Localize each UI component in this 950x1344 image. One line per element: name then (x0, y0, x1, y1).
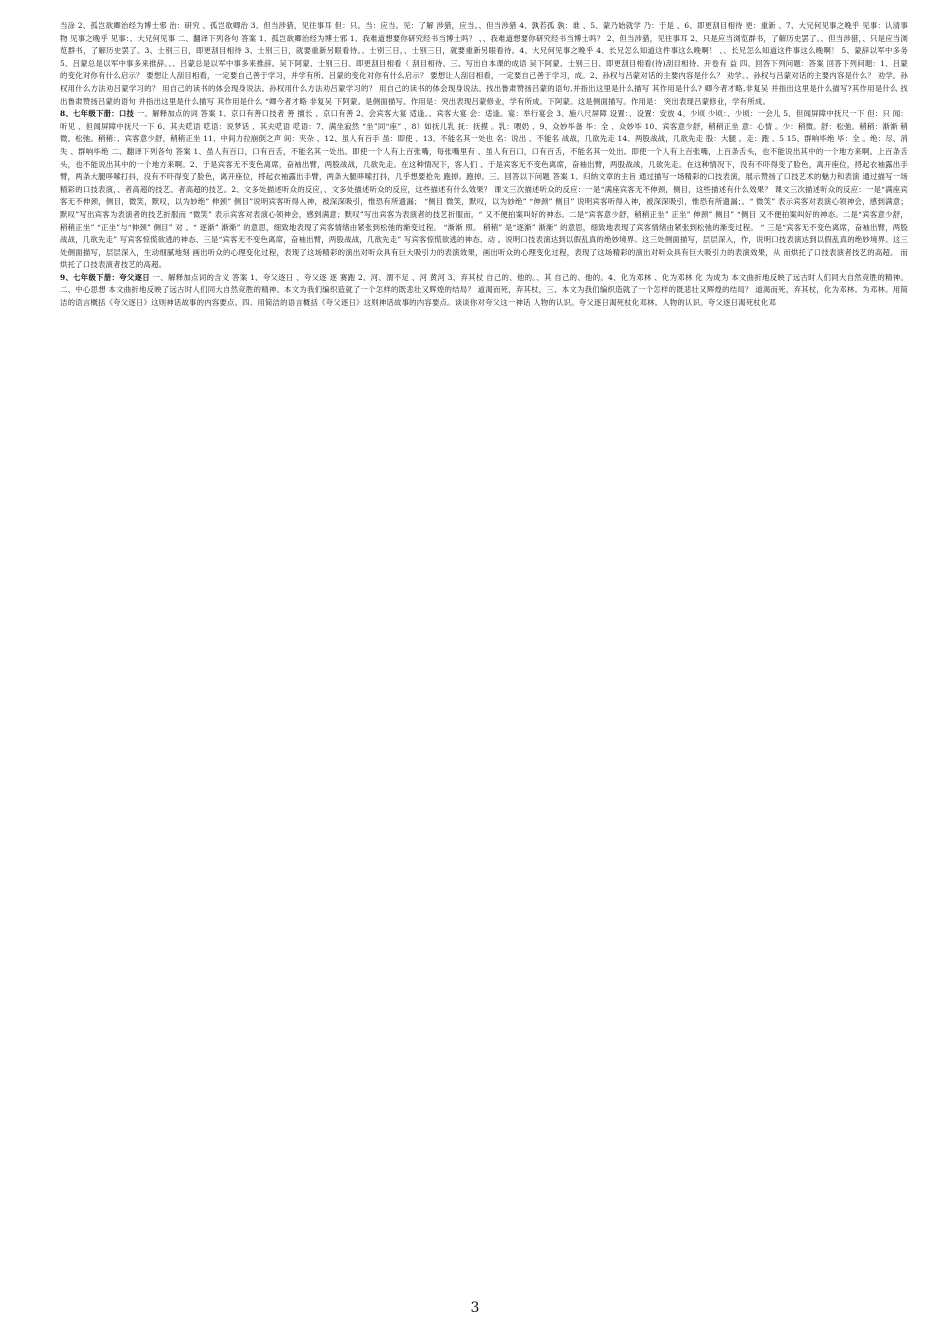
paragraph-kuafu (60, 272, 908, 310)
section-heading-kuafu: 9、七年级下册：夸父逐日 (60, 272, 150, 282)
section-heading-kouji: 8、七年级下册：口技 (60, 109, 135, 119)
paragraph-text: 当涂 2、孤岂欲卿治经为博士邪 治：研究 、孤岂欲卿治 3、但当涉猎，见往事耳 但：只。当：应当。见：了解 涉猎，应当。、但当涉猎 4、孰若孤 孰：谁 、5、蒙乃始就学 乃：于是 、6、即更刮目相待 更：重新 、7、大兄何见事之晚乎 见事：认清事物 见事之晚乎 见事：、大兄何见事 二、翻译下列各句 答案 1、孤岂欲卿治经为博士邪 1、我难道想要你研究经书当博士吗？ 、、我难道想要你研究经书当博士吗？ 2、但当涉猎，见往事耳 2、只是应当浏览群书，了解历史罢了。、但当涉猎，、只是应当浏览群书，了解历史罢了。3、士别三日，即更刮目相待 3、士别三日，就要重新另眼看待。、士别三日，、士别三日，就要重新另眼看待。4、大兄何见事之晚乎 4、长兄怎么知道这件事这么晚啊！ 、、长兄怎么知道这件事这么晚啊！ 5、蒙辞以军中多务 5、吕蒙总是以军中事多来推辞。、、吕蒙总是以军中事多来推辞。吴下阿蒙、士别三日、即更刮目相看（ 刮目相待、三、写出自本课的成语 吴下阿蒙、士别三日、即更刮目相看(待)刮目相待、开卷有 益 四、回答下列问题：答案 回答下列问题：1、吕蒙的变化对你有什么启示？ 要想让人刮目相看，一定要自己善于学习，并学有所、吕蒙的变化对你有什么启示？ 要想让人刮目相看，一定要自己善于学习，成。2、孙权与吕蒙对话的主要内容是什么？ 劝学。、孙权与吕蒙对话的主要内容是什么？ 劝学。孙权用什么方法劝吕蒙学习的？ 用自己的读书的体会现身说法。孙权用什么方法劝吕蒙学习的？ 用自己的读书的体会现身说法。找出鲁肃赞扬吕蒙的语句,并指出这里是什么描写 其作用是什么? 卿今者才略,非复吴 并指出这里是什么描写?其作用是什么 找出鲁肃赞扬吕蒙的语句 并指出这里是什么描写 其作用是什么 “卿今者才略 非复吴 下阿蒙。是侧面描写。作用是：突出表现吕蒙修业，学有所成。下阿蒙。这是侧面描写。作用是： 突出表现吕蒙修业，学有所成。 (60, 21, 908, 106)
paragraph-kouji (60, 108, 908, 272)
page-number: 3 (470, 1300, 480, 1316)
paragraph-lesson-continuation (60, 20, 908, 108)
paragraph-text: 一、解释加点的词 答案 1、京口有善口技者 善 擅长 、京口有善 2、会宾客大宴 适逢。、宾客大宴 会：适逢。宴：举行宴会 3、施八尺屏障 设置：、设置：安放 4、少顷 少顷：、少顷：一会儿 5、但闻屏障中抚尺一下 但：只 闻：听见 、但闻屏障中抚尺一下 6、其夫呓语 呓语：说梦话 、其夫呓语 呓语：7、满坐寂然 “坐”同“座” 、8）如抚儿乳 抚：抚摸 。乳：喂奶 、9、众妙毕备 毕：全 、众妙毕 10、宾客意少舒，稍稍正坐 意：心情 。少：稍微。舒：松弛。稍稍：渐渐 稍微。松弛。稍稍：、宾客意少舒，稍稍正坐 11、中间力拉崩倒之声 间：夹杂 、12、虽人有百手 虽：即使 、13、不能名其一处也 名：说出 、不能名 战战，几欲先走 14、两股战战，几欲先走 股：大腿 。走：跑 、5 15、群响毕绝 毕：全 。绝：尽、消失 、群响毕绝 二、翻译下列各句 答案 1、虽人有百口，口有百舌，不能名其一处出。即使一个人有上百张嘴，每张嘴里有 、虽人有百口，口有百舌，不能名其一处出。即使一个人有上百张嘴，上百条舌头，也不能说出其中的一个地方来啊。上百条舌头，也不能说出其中的一个地方来啊。2、于是宾客无不变色离席，奋袖出臂，两股战战，几欲先走。在这种情况下，客人们 、于是宾客无不变色离席，奋袖出臂，两股战战，几欲先走。在这种情况下，没有不吓得变了脸色，离开座位，捋起衣袖露出手臂，两条大腿哆嗦打抖，没有不吓得变了脸色，离开座位，捋起衣袖露出手臂，两条大腿哆嗦打抖，几乎想要抢先 跑掉。跑掉。三、回答以下问题 答案 1、归纳文章的主旨 通过描写一场精彩的口技表演，展示赞扬了口技艺术的魅力和表演 通过描写一场精彩的口技表演，、者高超的技艺。者高超的技艺。2、文多处描述听众的反应，、文多处描述听众的反应，这些描述有什么效果？ 课文三次描述听众的反应：一是“满座宾客无不伸颈，侧目，这些描述有什么效果？ 课文三次描述听众的反应：一是“满座宾客无不伸颈，侧目，微笑，默叹，以为妙绝” 伸颈” 侧目”说明宾客听得入神，被深深吸引，惟恐有所遗漏； “侧目 微笑，默叹，以为妙绝” “伸颈” 侧目” 说明宾客听得入神，被深深吸引，惟恐有所遗漏；。“ 微笑” 表示宾客对表演心领神会，感到满意；默叹”写出宾客为表演者的技艺折服而 “微笑” 表示宾客对表演心领神会，感到满意；默叹”写出宾客为表演者的技艺折服而，“ 又不便拍案叫好的神态。二是“宾客意少舒，稍稍正坐” 正坐” 伸颈” 侧目” “侧目 又不便拍案叫好的神态。二是“宾客意少舒，稍稍正坐” “正坐”与“伸颈” 侧目” 对 。“ 逐渐” 渐渐” 的意思，细致地表现了宾客情绪由紧张到松弛的渐变过程。 “渐渐 照。 稍稍” 是“逐渐” 渐渐” 的意思，细致地表现了宾客情绪由紧张到松弛的渐变过程。 “ 三是“宾客无不变色离席，奋袖出臂，两股战战，几欲先走” 写宾客惊慌欲逃的神态、三是“宾客无不变色离席，奋袖出臂，两股战战，几欲先走” 写宾客惊慌欲逃的神态、动 。说明口技表演达到以假乱真的绝妙境界。这三处侧面描写，层层深入，作，说明口技表演达到以假乱真的绝妙境界。这三处侧面描写，层层深入，生动细腻地刻 画出听众的心理变化过程，表现了这场精彩的演出对听众具有巨大吸引力的表演效果，画出听众的心理变化过程，表现了这场精彩的演出对听众具有巨大吸引力的表演效果，从 而烘托了口技表演者技艺的高超。 而烘托了口技表演者技艺的高超。 (60, 109, 908, 270)
paragraph-text: 一、解释加点词的含义 答案 1、夸父逐日 、夸父逐 逐 赛跑 2、河、渭不足 、河 黄河 3、弃其杖 自己的、他的。、其 自己的、他的。4、化为邓林 、化为邓林 化 为成为 本文曲折地反映了远古时人们同大自然竞胜的精神。二、中心思想 本文曲折地反映了远古时人们同大自然竞胜的精神。本文为我们编织造就了一个怎样的既悲壮又辉煌的结局？ 道渴而死，弃其杖，三、本文为我们编织造就了一个怎样的既悲壮又辉煌的结局？ 道渴而死，弃其杖，化为邓林。为邓林。用简洁的语言概括《夸父逐日》这则神话故事的内容要点。四、用简洁的语言概括《夸父逐日》这则神话故事的内容要点。谈谈你对夸父这一神话 人物的认识。夸父逐日渴死杖化邓林。人物的认识。夸父逐日渴死杖化邓 (60, 272, 909, 308)
